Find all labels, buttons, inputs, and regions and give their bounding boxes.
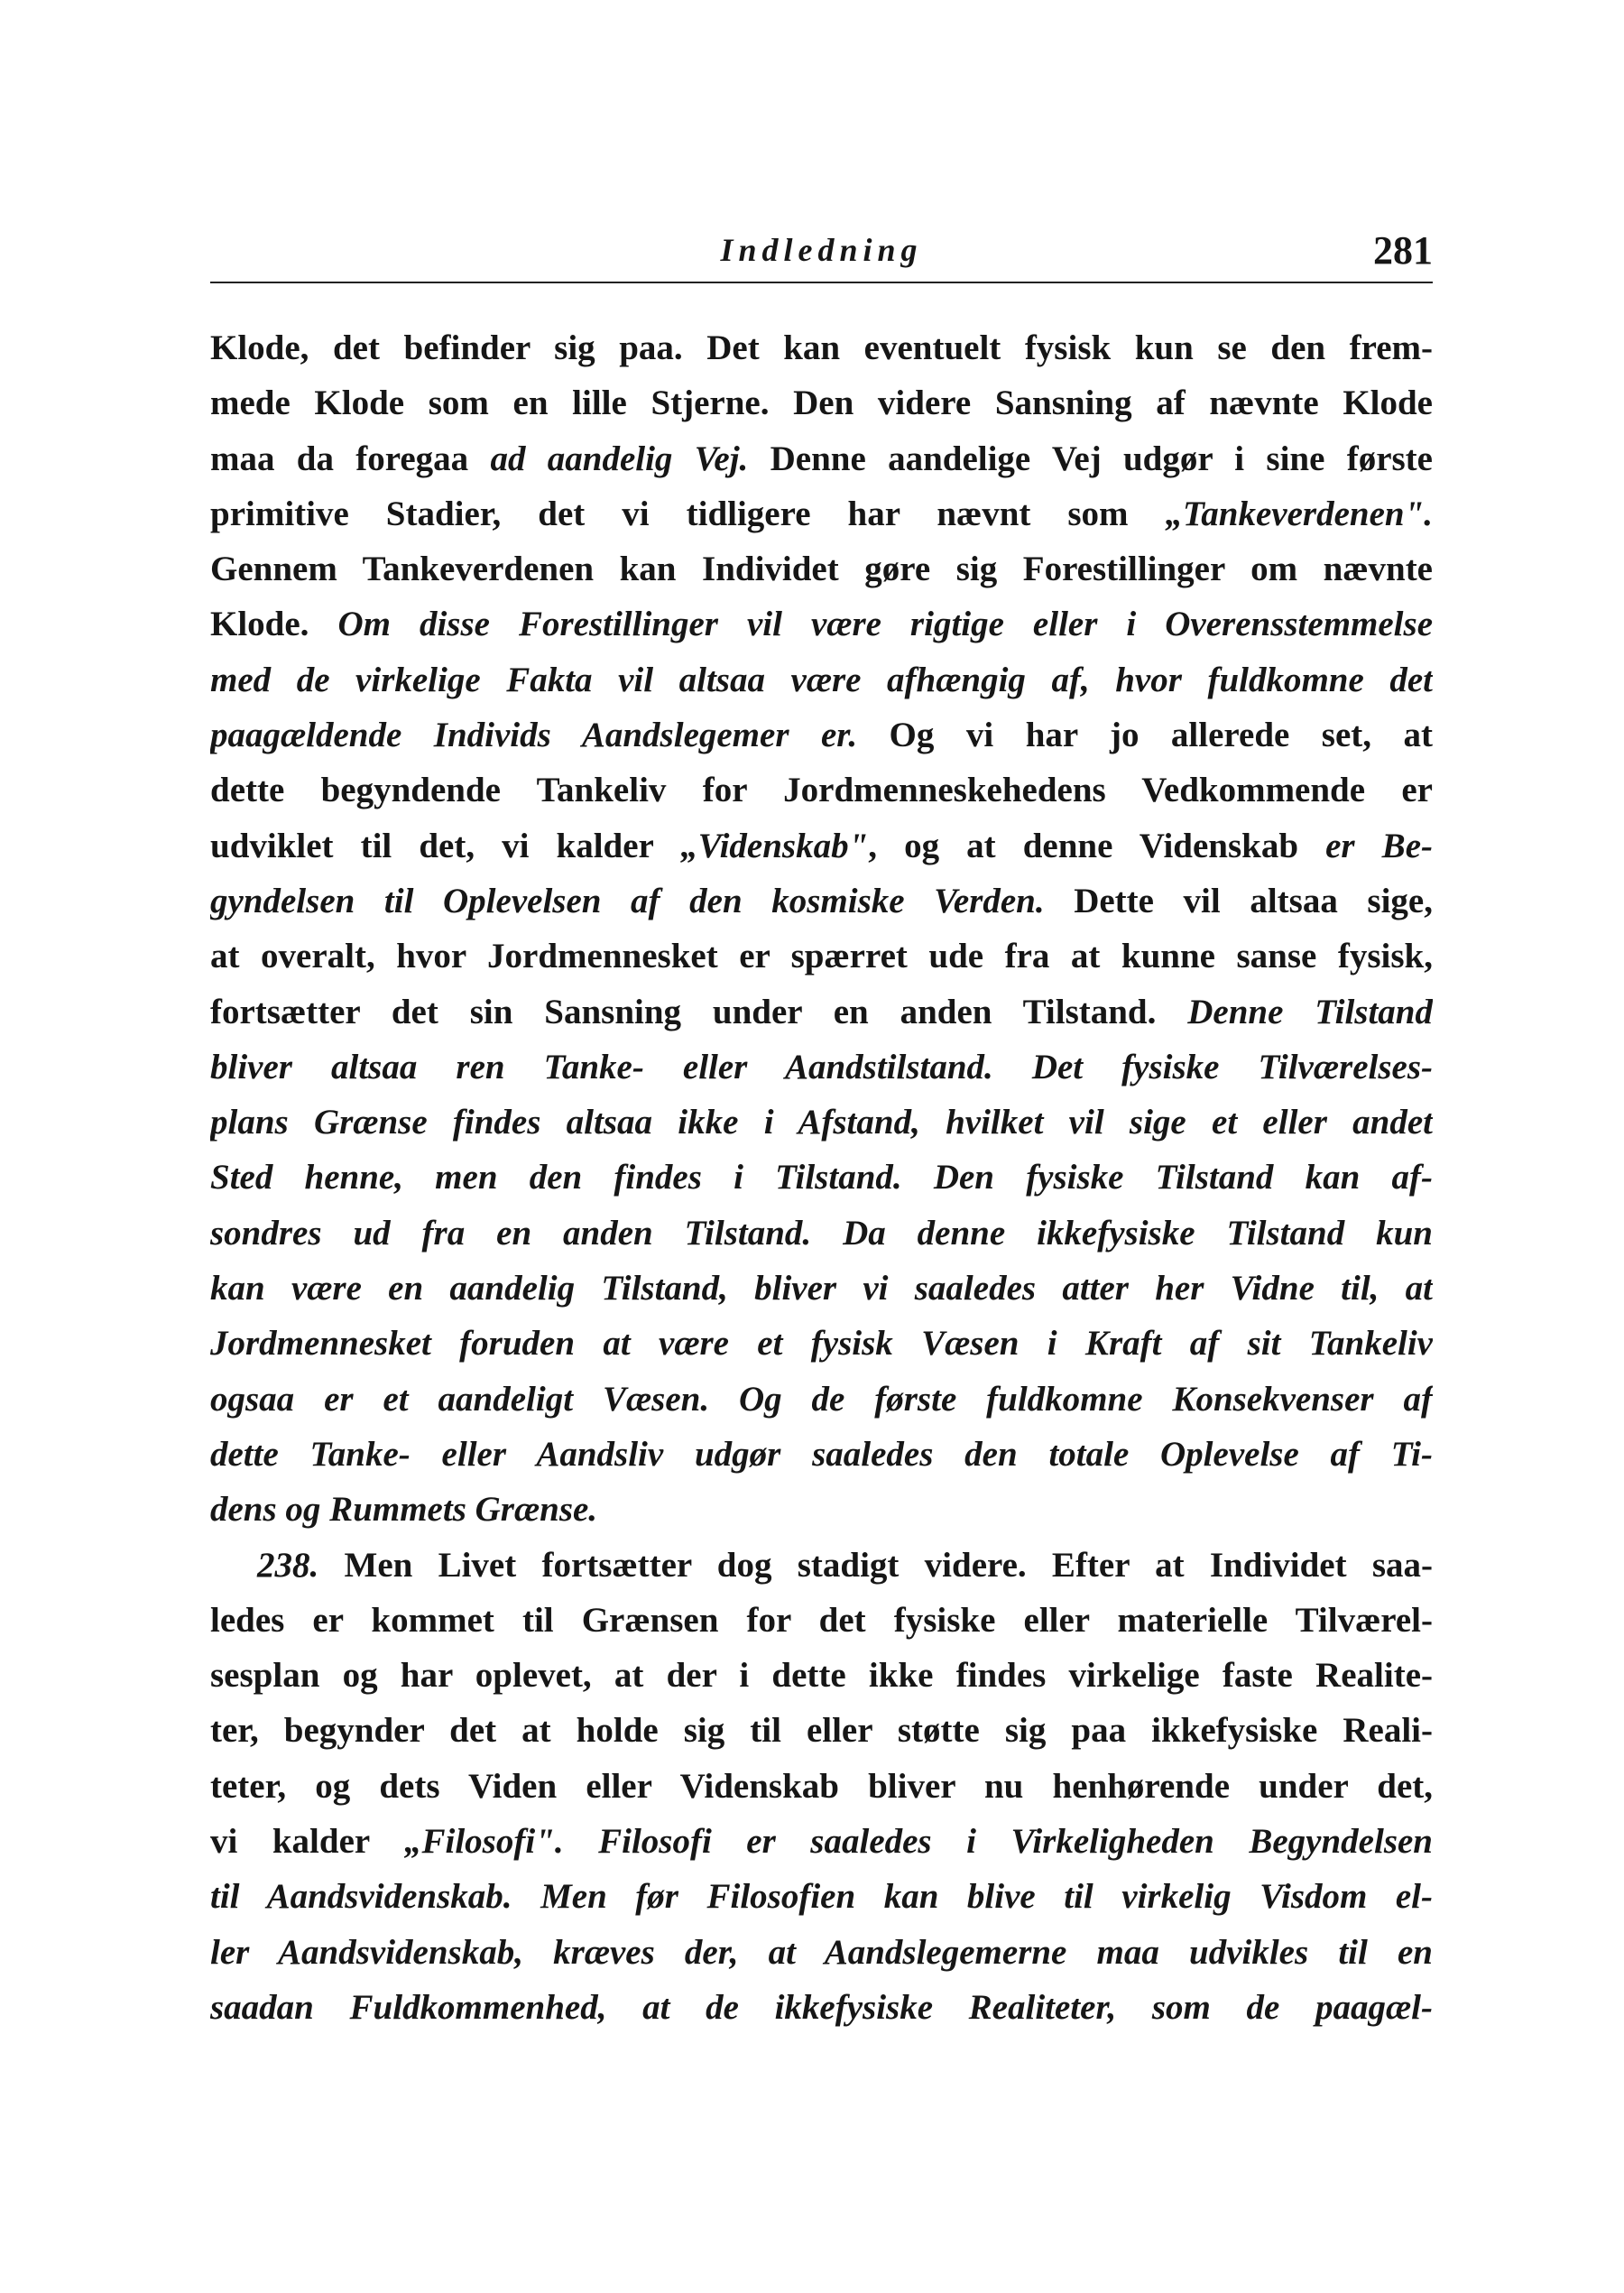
text-run: fortsætter det sin Sansning under en anden Tilstand.	[210, 992, 1188, 1031]
text-line	[210, 1316, 1433, 1371]
italic-text: Om disse Forestillinger vil være rigtige eller i Overensstemmelse	[337, 605, 1433, 644]
page-number: 281	[1373, 228, 1433, 273]
text-line	[210, 1206, 1433, 1261]
text-run: Denne aandelige Vej udgør i sine første	[748, 439, 1433, 478]
text-run: ter, begynder det at holde sig til eller støtte sig paa ikkefysiske Reali-	[210, 1711, 1433, 1751]
italic-text: ogsaa er et aandeligt Væsen. Og de første fuldkomne Konsekvenser af	[210, 1379, 1433, 1419]
italic-text: til Aandsvidenskab. Men før Filosofien kan blive til virkelig Visdom el-	[210, 1877, 1433, 1917]
italic-text: er Be-	[1325, 826, 1433, 865]
text-line	[210, 596, 1433, 652]
text-line	[210, 1869, 1433, 1924]
italic-text: Sted henne, men den findes i Tilstand. Den fysiske Tilstand kan af-	[210, 1158, 1433, 1197]
text-line	[210, 1814, 1433, 1869]
text-line	[210, 1427, 1433, 1482]
text-run: vi kalder	[210, 1822, 404, 1862]
text-run: Gennem Tankeverdenen kan Individet gøre sig Forestillinger om nævnte	[210, 550, 1433, 589]
text-line	[210, 1482, 1433, 1537]
text-line	[210, 1040, 1433, 1095]
italic-text: „Videnskab"	[680, 826, 869, 865]
text-run: Klode, det befinder sig paa. Det kan eventuelt fysisk kun se den frem-	[210, 328, 1433, 367]
text-line	[210, 1095, 1433, 1150]
text-run: mede Klode som en lille Stjerne. Den videre Sansning af nævnte Klode	[210, 384, 1433, 423]
text-run: Klode.	[210, 605, 338, 644]
text-line	[210, 431, 1433, 486]
italic-text: 238.	[257, 1545, 319, 1585]
text-run: maa da foregaa	[210, 439, 491, 478]
text-line	[210, 1593, 1433, 1648]
text-run: at overalt, hvor Jordmennesket er spærret ude fra at kunne sanse fysisk,	[210, 937, 1433, 976]
running-head	[210, 222, 1433, 280]
italic-text: sondres ud fra en anden Tilstand. Da denne ikkefysiske Tilstand kun	[210, 1213, 1433, 1253]
text-run: teter, og dets Viden eller Videnskab bliver nu henhørende under det,	[210, 1766, 1433, 1806]
italic-text: Denne Tilstand	[1187, 992, 1433, 1031]
italic-text: ad aandelig Vej.	[490, 439, 749, 478]
italic-text: „Filosofi". Filosofi er saaledes i Virkeligheden Begyndelsen	[404, 1822, 1433, 1862]
italic-text: dens og Rummets Grænse.	[210, 1490, 598, 1530]
italic-text: kan være en aandelig Tilstand, bliver vi saaledes atter her Vidne til, at	[210, 1269, 1433, 1308]
text-line	[210, 763, 1433, 818]
text-line	[210, 652, 1433, 707]
text-run: sesplan og har oplevet, at der i dette ikke findes virkelige faste Realite-	[210, 1656, 1433, 1696]
text-line	[210, 320, 1433, 375]
text-line	[210, 1648, 1433, 1703]
text-run: Men Livet fortsætter dog stadigt videre. Efter at Individet saa-	[318, 1545, 1433, 1585]
text-line	[210, 1980, 1433, 2035]
text-line	[210, 1538, 1433, 1593]
text-line	[210, 985, 1433, 1040]
body-text	[210, 320, 1433, 2035]
text-run: udviklet til det, vi kalder	[210, 826, 681, 865]
text-run: dette begyndende Tankeliv for Jordmenneskehedens Vedkommende er	[210, 771, 1433, 810]
header-rule	[210, 282, 1433, 283]
text-run: Dette vil altsaa sige,	[1044, 881, 1433, 920]
italic-text: med de virkelige Fakta vil altsaa være afhængig af, hvor fuldkomne det	[210, 660, 1433, 699]
italic-text: saadan Fuldkommenhed, at de ikkefysiske Realiteter, som de paagæl-	[210, 1987, 1433, 2027]
text-line	[210, 818, 1433, 874]
text-run: primitive Stadier, det vi tidligere har nævnt som	[210, 494, 1166, 533]
italic-text: dette Tanke- eller Aandsliv udgør saaledes den totale Oplevelse af Ti-	[210, 1434, 1433, 1474]
text-run: Og vi har jo allerede set, at	[857, 716, 1433, 755]
text-line	[210, 541, 1433, 596]
text-line	[210, 1372, 1433, 1427]
italic-text: plans Grænse findes altsaa ikke i Afstand, hvilket vil sige et eller andet	[210, 1103, 1433, 1142]
italic-text: paagældende Individs Aandslegemer er.	[210, 716, 858, 755]
text-line	[210, 707, 1433, 763]
text-line	[210, 1703, 1433, 1758]
text-line	[210, 1759, 1433, 1814]
italic-text: ler Aandsvidenskab, kræves der, at Aandslegemerne maa udvikles til en	[210, 1932, 1433, 1972]
italic-text: bliver altsaa ren Tanke- eller Aandstilstand. Det fysiske Tilværelses-	[210, 1047, 1433, 1086]
text-line	[210, 1261, 1433, 1316]
text-line	[210, 929, 1433, 984]
text-run: , og at denne Videnskab	[868, 826, 1326, 865]
text-line	[210, 486, 1433, 541]
running-title: Indledning	[720, 232, 923, 268]
text-line	[210, 874, 1433, 929]
italic-text: gyndelsen til Oplevelsen af den kosmiske Verden.	[210, 881, 1045, 920]
italic-text: „Tankeverdenen".	[1165, 494, 1433, 533]
text-run: ledes er kommet til Grænsen for det fysiske eller materielle Tilværel-	[210, 1600, 1433, 1640]
text-line	[210, 1150, 1433, 1205]
italic-text: Jordmennesket foruden at være et fysisk Væsen i Kraft af sit Tankeliv	[210, 1324, 1433, 1364]
text-line	[210, 375, 1433, 430]
text-line	[210, 1925, 1433, 1980]
